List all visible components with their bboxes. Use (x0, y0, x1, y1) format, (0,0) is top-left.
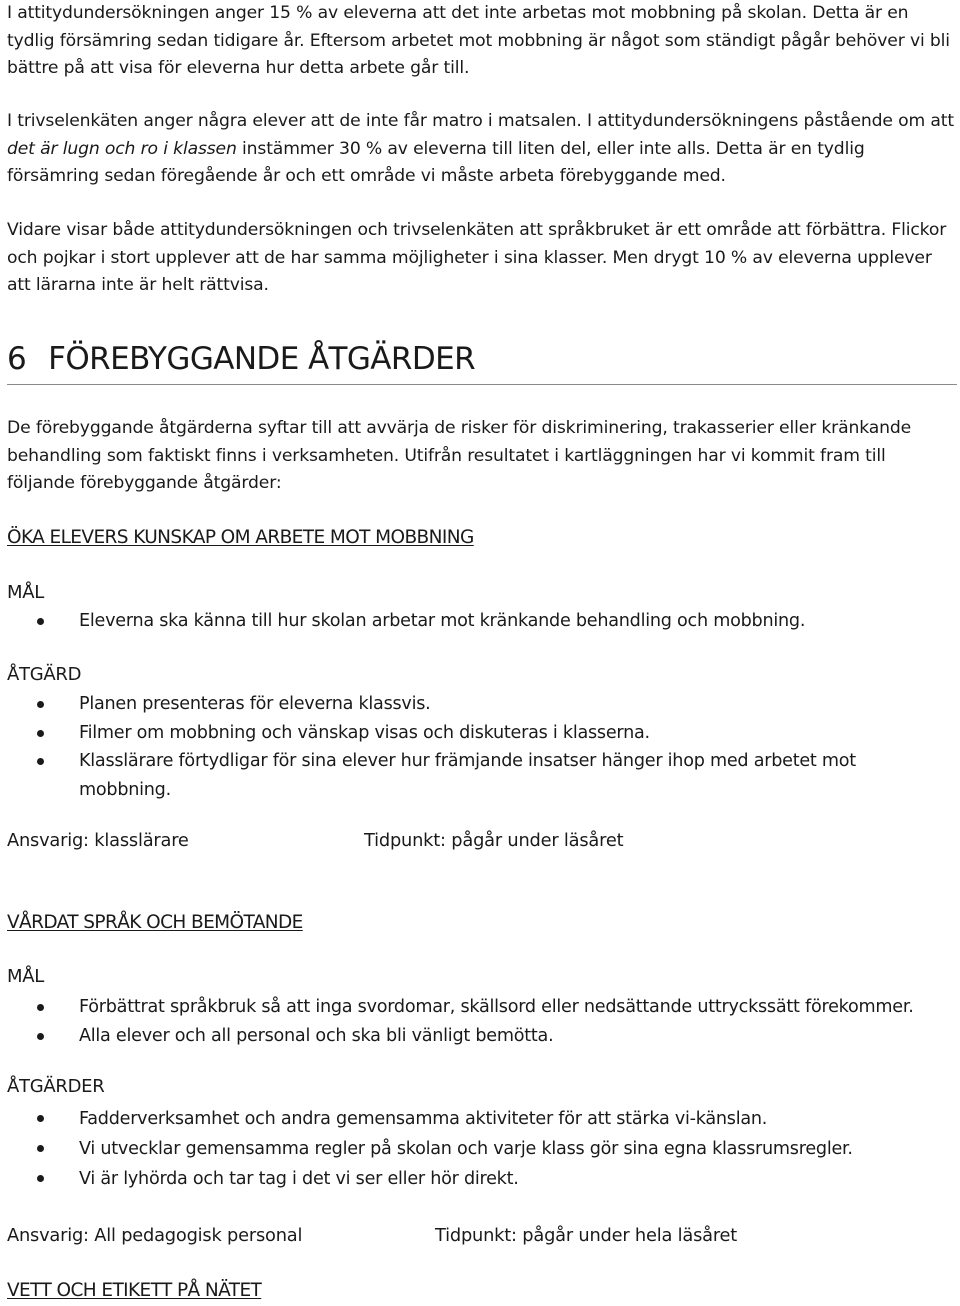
list-item: Alla elever och all personal och ska bli vänligt bemötta. (7, 1022, 957, 1051)
chapter-number: 6 (7, 341, 27, 377)
section-1-goal-label: MÅL (7, 582, 44, 603)
intro-paragraph-1 (7, 0, 957, 83)
list-item: Eleverna ska känna till hur skolan arbetar mot kränkande behandling och mobbning. (7, 607, 957, 636)
time-text: Tidpunkt: pågår under hela läsåret (435, 1225, 738, 1246)
intro-p1-text: I attitydundersökningen anger 15 % av eleverna att det inte arbetas mot mobbning på skolan. Detta är en tydlig försämring sedan tidigare år. Eftersom arbetet mot mobbning är något som ständigt pågår behöver vi bli bättre på att visa för eleverna hur detta arbete går till. (7, 3, 950, 78)
bullet-icon (37, 1115, 44, 1122)
list-item: Förbättrat språkbruk så att inga svordomar, skällsord eller nedsättande uttryckssätt förekommer. (7, 993, 957, 1022)
chapter-divider (7, 384, 957, 385)
intro-paragraph-2 (7, 108, 957, 191)
section-1-goal-list (7, 607, 957, 636)
section-2-goal-list (7, 993, 957, 1050)
section-2-action-label: ÅTGÄRDER (7, 1076, 105, 1097)
section-2-title: VÅRDAT SPRÅK OCH BEMÖTANDE (7, 912, 303, 933)
intro-p2-emphasis: det är lugn och ro i klassen (7, 138, 237, 159)
section-1-title: ÖKA ELEVERS KUNSKAP OM ARBETE MOT MOBBNING (7, 527, 474, 548)
list-item: Fadderverksamhet och andra gemensamma aktiviteter för att stärka vi-känslan. (7, 1104, 957, 1134)
intro-paragraph-3 (7, 217, 957, 300)
intro-p2-text-a: I trivselenkäten anger några elever att de inte får matro i matsalen. I attitydundersökningens påstående om att (7, 111, 954, 131)
section-2-action-list (7, 1104, 957, 1194)
chapter-title: FÖREBYGGANDE ÅTGÄRDER (48, 341, 476, 377)
bullet-icon (37, 1004, 44, 1011)
section-1-action-list (7, 690, 957, 804)
list-item: Planen presenteras för eleverna klassvis. (7, 690, 957, 719)
bullet-icon (37, 618, 44, 625)
bullet-icon (37, 1145, 44, 1152)
bullet-icon (37, 758, 44, 765)
section-3-heading (7, 1280, 957, 1301)
responsible-text: Ansvarig: All pedagogisk personal (7, 1225, 303, 1246)
section-1-heading (7, 527, 957, 548)
bullet-icon (37, 701, 44, 708)
time-text: Tidpunkt: pågår under läsåret (364, 830, 624, 851)
bullet-icon (37, 730, 44, 737)
chapter-heading (7, 341, 957, 377)
list-item: Filmer om mobbning och vänskap visas och diskuteras i klasserna. (7, 719, 957, 748)
bullet-icon (37, 1033, 44, 1040)
section-2-heading (7, 912, 957, 933)
list-item: Vi är lyhörda och tar tag i det vi ser eller hör direkt. (7, 1164, 957, 1194)
responsible-text: Ansvarig: klasslärare (7, 830, 189, 851)
section-2-goal-label: MÅL (7, 966, 44, 987)
section-3-title: VETT OCH ETIKETT PÅ NÄTET (7, 1280, 262, 1301)
intro-p2-text-b: instämmer 30 % av eleverna till liten del, eller inte alls. Detta är en tydlig försämring sedan föregående år och ett område vi måste arbeta förebyggande med. (7, 138, 865, 186)
bullet-icon (37, 1175, 44, 1182)
intro-p3-text: Vidare visar både attitydundersökningen och trivselenkäten att språkbruket är ett område att förbättra. Flickor och pojkar i stort upplever att de har samma möjligheter i sina klasser. Men drygt 10 % av eleverna upplever att lärarna inte är helt rättvisa. (7, 220, 947, 295)
list-item: Vi utvecklar gemensamma regler på skolan och varje klass gör sina egna klassrumsregler. (7, 1134, 957, 1164)
chapter-intro (7, 415, 957, 498)
list-item: Klasslärare förtydligar för sina elever hur främjande insatser hänger ihop med arbetet mot mobbning. (7, 747, 899, 804)
chapter-intro-text: De förebyggande åtgärderna syftar till att avvärja de risker för diskriminering, trakasserier eller kränkande behandling som faktiskt finns i verksamheten. Utifrån resultatet i kartläggningen har vi kommit fram till följande förebyggande åtgärder: (7, 418, 912, 493)
section-1-action-label: ÅTGÄRD (7, 664, 82, 685)
